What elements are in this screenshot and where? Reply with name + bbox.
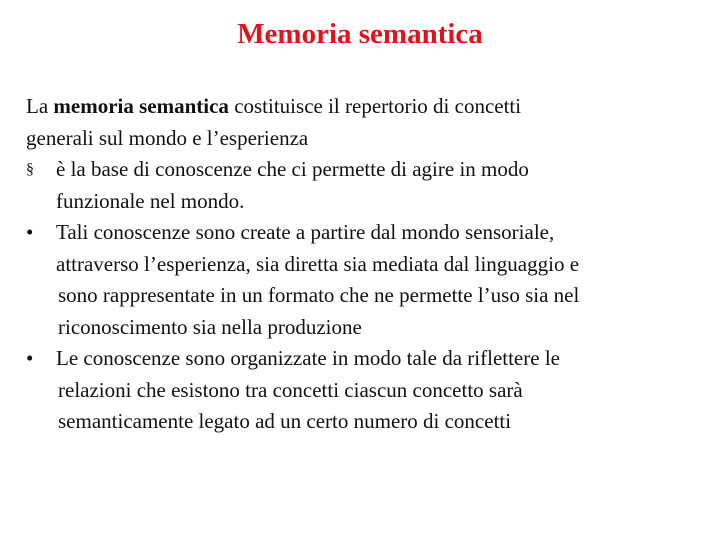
slide-title: Memoria semantica bbox=[237, 18, 483, 50]
slide-body bbox=[26, 91, 706, 438]
list-item-text: Le conoscenze sono organizzate in modo tale da riflettere le bbox=[56, 346, 560, 370]
round-bullet-icon: • bbox=[26, 220, 34, 244]
list-item bbox=[26, 217, 706, 249]
list-item-continuation: funzionale nel mondo. bbox=[56, 188, 245, 213]
list-item bbox=[26, 343, 706, 375]
list-item bbox=[26, 154, 706, 186]
list-item-text: è la base di conoscenze che ci permette di agire in modo bbox=[56, 157, 529, 181]
list-item-continuation: semanticamente legato ad un certo numero di concetti bbox=[58, 409, 512, 433]
list-item-continuation: relazioni che esistono tra concetti ciascun concetto sarà bbox=[58, 377, 523, 402]
square-bullet-icon: § bbox=[26, 161, 34, 178]
list-item-text: Tali conoscenze sono create a partire dal mondo sensoriale, bbox=[56, 220, 555, 244]
intro-line-1 bbox=[26, 91, 706, 123]
round-bullet-icon: • bbox=[26, 346, 34, 370]
list-item-continuation: riconoscimento sia nella produzione bbox=[58, 314, 362, 339]
intro-bold-term: memoria semantica bbox=[53, 94, 229, 118]
intro-prefix: La bbox=[26, 94, 54, 118]
intro-line-2: generali sul mondo e l’esperienza bbox=[26, 125, 309, 150]
list-item-continuation: sono rappresentate in un formato che ne permette l’uso sia nel bbox=[58, 283, 580, 307]
intro-suffix: costituisce il repertorio di concetti bbox=[228, 94, 522, 118]
list-item-continuation: attraverso l’esperienza, sia diretta sia mediata dal linguaggio e bbox=[56, 251, 580, 276]
